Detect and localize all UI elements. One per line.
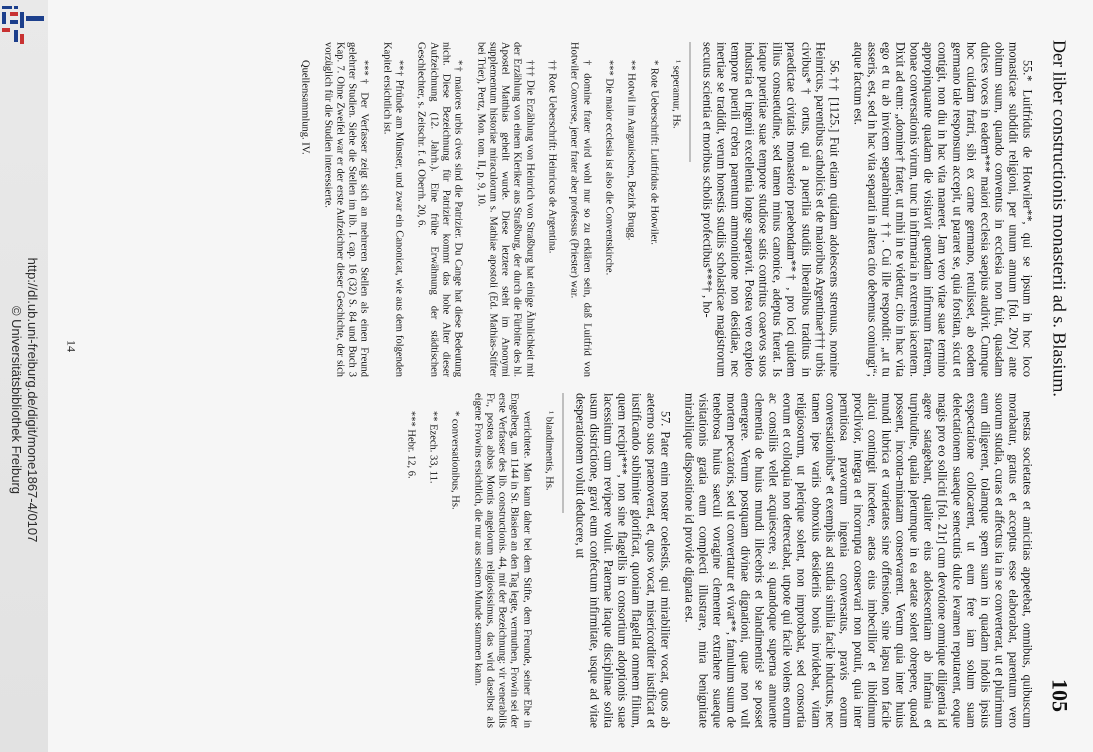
rotated-page-content — [48, 0, 1093, 752]
running-title: Der liber constructionis monasterii ad s. Blasium. — [1050, 40, 1070, 397]
paragraph-continued: nestas societates et amicitias appetebat, omnibus, quibuscum morabatur, gratus et acceptus esse elaborabat, parentum vero suorum studia, curas et affectus ita in se converterat, ut et plurimum eum diligerent, tolamque spem suam in quadam indolis ipsius exspectatione collocarent, ut eum fere iam solum suam delectationem suaeque senectutis dulce levamen reputarent, eoque magis pro eo solliciti [fol. 21r] cum devotione omnique diligentia id agere satagebant, qualiter eius adolescentiam ab infamia et turpitudine, qualia plerumque in ea aetate solent obrepere, quoad possent, inconta-minatam conservarent. Verum quia inter huius mundi lubrica et varietates sine offensione, sine lapsu non facile alicui contingit incedere, aetas eius imbecillior et libidinum proclivior, integra et incorrupta conservari non potuit, quia inter pernitiosa pravorum ingenia conversatus, pravis eorum conversationibus* et exemplis ad studia similia facile inductus, nec tamen ipse variis obnoxius desideriis bonis invidebat, vitam religiosorum, ut plerique solent, non improbabat, sed consortia eorum et colloquia non detrectabat, utpote qui facile volens eorum ac consiliis vellet acquiescere, si quandoque superna annuente clementia de huius mundi illecebris et blandimentis¹ se posset emergere. Verum postquam divinae dignationi, quae non vult mortem peccatoris, sed ut convertatur et vivat**, famulum suum de tenebrosa huius saeculi voragine clementer extrahere suaeque visitationis gratia eum complecti illustrare, mira benignitate mirabilique dispositione id provide dignata est. — [682, 393, 1035, 728]
sidebar-caption — [8, 258, 40, 543]
source-url[interactable]: http://dl.ub.uni-freiburg.de/digit/mone1867-4/0107 — [25, 257, 40, 543]
footnote: ** Hotwil im Aargauischen, Bezirk Brugg. — [625, 60, 637, 241]
footnote: Quellensammlung. IV. — [299, 60, 311, 155]
footnote: * conversationibus, Hs. — [449, 411, 461, 510]
running-header — [1047, 40, 1073, 712]
viewer-sidebar — [0, 0, 48, 752]
copyright-notice: © Universitätsbibliothek Freiburg — [9, 305, 24, 495]
left-column — [90, 42, 1035, 377]
university-logo-icon — [0, 0, 48, 48]
footnote: verrichtete. Man kann daher bei dem Stifte, dem Freunde, seiner Ehe in Engelberg, um 1144 in St. Blasien an den Tag legte, vermuthen, Frowin sei der erste Verfasser des lib. constructionis. 44, mit der Bezeichnung: vir venerabilis Fr., postea abbas Montis angelorum religiosissimus, das wird daselbst als eigene Frowins ersichtlich, die nur aus seinem Munde stammen kann. — [472, 393, 533, 728]
paragraph-55: 55.* Luitfridus de Hotwiler**, qui se ipsum in hoc loco monasticae subdidit religioni, per unum annum [fol. 20v] ante obitum suum, quando conventus in ecclesia non fuit, quasdam dulces voces in eadem*** maiori ecclesia saepius audivit. Cumque hoc cuidam fratri, sibi ex carne germano, retulisset, ab eodem germano tale responsum accepit, ut pararet se, quia forsitan, sicut et contigit, non diu in hac vita maneret. Jam vero vitae suae termino appropinquante quadam die visitavit quendam infirmum fratrem, bonae conversationis virum, tunc in infirmaria in extremis iacentem. Dixit ad eum: „domine† frater, ut mihi in te videtur, cito in hac vita ego et tu ab invicem separabimur ††. Cui ille respondit: „ut tu asseris, est, sed in hac vita separati in altera cito debemus coniungi“; atque factum est. — [851, 42, 1035, 377]
footnote: * Rote Ueberschrift: Luitfridus de Hotwiler. — [648, 60, 660, 245]
footnote: ††† Die Erzählung von Heinrich von Straßburg hat einige Ähnlichkeit mit der Erzählung von einem Kleriker aus Straßburg, der durch die Fürbitte des hl. Apostel Matthias geheilt wurde. Diese letztere steht im Anonymi supplementum historiae miraculorum s. Mathiae apostoli (Ed. Mathias-Stifter bei Trier), Pertz, Mon. tom. II, p. 9, 10. — [475, 42, 536, 377]
footnote: ¹ seperamur, Hs. — [670, 60, 682, 129]
page-sheet — [48, 0, 1093, 752]
footnote: † domine frater wird wohl nur so zu erklären sein, daß Luitfrid von Hotwiler Converse, jener frater aber professus (Priester) war. — [568, 42, 593, 377]
footnote: *** Hebr. 12, 6. — [405, 411, 417, 479]
footnote: *† maiores urbis cives sind die Patrizier. Du Cange hat diese Bedeutung nicht. Diese Bezeichnung für Patrizier kommt das hohe Alter dieser Aufzeichnung (12. Jahrh.). Eine frühe Erwähnung der städtischen Geschlechter, s. Zeitschr. f. d. Oberrh. 20, 6. — [415, 42, 464, 377]
footnote-divider — [689, 42, 690, 162]
footnote: ***† Der Verfasser zeigt sich an mehreren Stellen als einen Freund gelehrter Studien. Siehe die Stellen im lib. I. cap. 16 (32) S. 84 und Buch 3 Kap. 7. Ohne Zweifel war er der erste Aufzeichner dieser Geschichte, der sich vorzüglich für die Studien interessierte. — [322, 42, 370, 377]
scanned-page — [48, 0, 1093, 752]
footnote: *** Die maior ecclesia ist also die Conventskirche. — [603, 60, 615, 276]
page-number: 105 — [1047, 679, 1073, 712]
footnote: ¹ blandimentis, Hs. — [543, 411, 555, 491]
footnote: †† Rote Ueberschrift: Heinricus de Argentina. — [546, 60, 558, 254]
right-column — [90, 393, 1035, 728]
footnote: ** Ezech. 33, 11. — [427, 411, 439, 484]
footnote: **† Pfründe am Münster, und zwar ein Canonicat, wie aus dem folgenden Kapitel ersichtlich ist. — [381, 42, 405, 377]
paragraph-56: 56.†† [1125.] Fuit etiam quidam adolescens strenuus, nomine Heinricus, parentibus catholicis et de maioribus Argentinae††† urbis civibus*† ortus, qui a puerilia studiis liberalibus traditus in praedictae civitatis monasterio praebendam**† , pro loci quidem illius consuetudine, sed tamen minus canonice, adeptus fuerat. Is itaque pueritiae suae tempore studiose satis contritus coaevos suos industria et ingenii excellentia longe superavit. Postea vero expleto tempore puerili crebra parentum ammonitione non desidiae, nec inertiae se tradidit, verum honestis studiis scholasticae magistrorum secutus scientia et moribus scholis profectibus***† , ho- — [700, 42, 842, 377]
printer-signature: 14 — [64, 340, 79, 352]
paragraph-57: 57. Pater enim noster coelestis, qui mirabiliter vocat, quos ab aeterno suos praenoverat, et, quos vocat, misericorditer iustificat et iustificando sublimiter glorificat, quoniam flagellat omnem filium, quem recipit***, non sine flagellis in consortium adoptionis suae lacessitum cum revipere voluit. Paternae itaque disciplinae solita usum districtione, gravi eum confectum infirmitate, usque ad vitae desperationem voluit deducere, ut — [573, 393, 673, 728]
footnote-divider — [563, 393, 564, 513]
